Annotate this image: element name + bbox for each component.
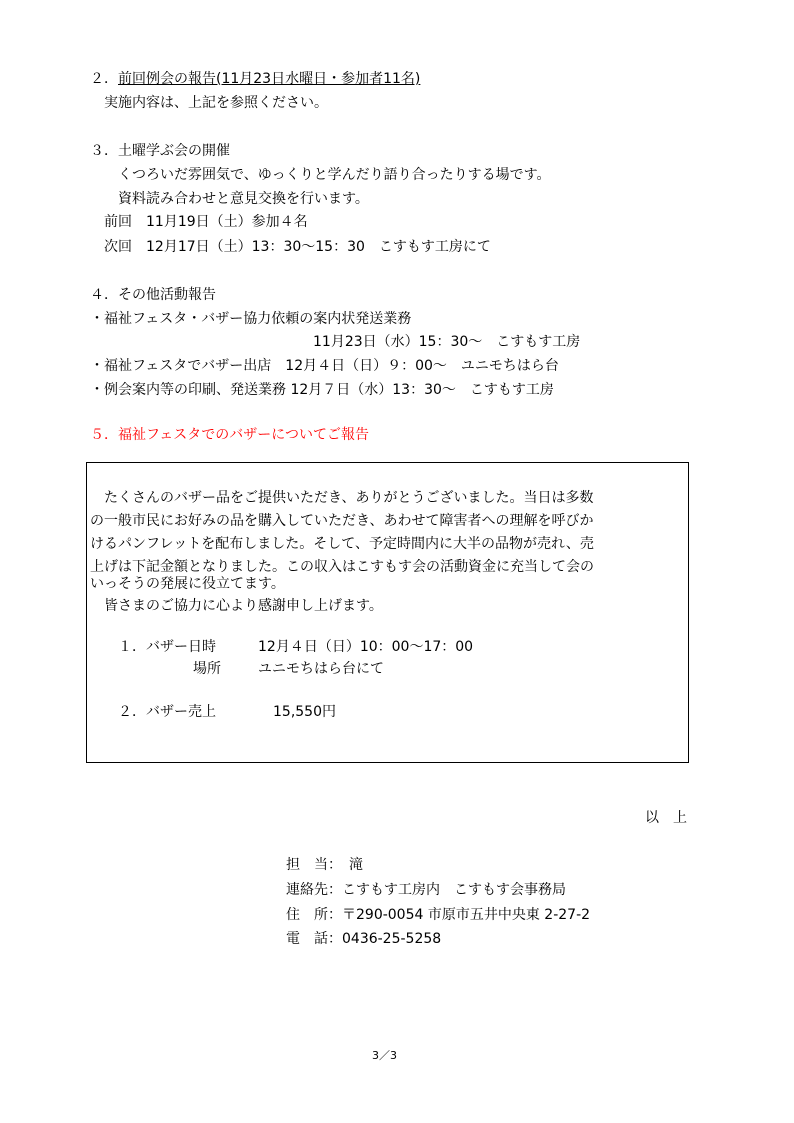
report-line-2: の一般市民にお好みの品を購入していただき、あわせて障害者への理解を呼びか <box>90 513 594 529</box>
closing-mark: 以 上 <box>645 810 687 826</box>
bazaar-place-value: ユニモちはら台にて <box>258 661 384 677</box>
section4-item-1-datetime: 11月23日（水）15：30〜 こすもす工房 <box>313 334 581 350</box>
bazaar-date-value: 12月４日（日）10：00〜17：00 <box>258 639 474 655</box>
section3-heading: ３．土曜学ぶ会の開催 <box>90 143 230 159</box>
bazaar-place-label: 場所 <box>193 661 221 677</box>
bazaar-sales-label: ２．バザー売上 <box>118 704 216 720</box>
section2-number: ２． <box>90 71 118 87</box>
section3-line-1: くつろいだ雰囲気で、ゆっくりと学んだり語り合ったりする場です。 <box>118 167 551 183</box>
section4-item-3: ・例会案内等の印刷、発送業務 12月７日（水）13：30〜 こすもす工房 <box>90 382 554 398</box>
report-thanks: 皆さまのご協力に心より感謝申し上げます。 <box>104 598 383 614</box>
contact-office: 連絡先：こすもす工房内 こすもす会事務局 <box>286 882 566 898</box>
contact-phone: 電 話：0436-25-5258 <box>286 931 442 947</box>
section4-heading: ４．その他活動報告 <box>90 287 216 303</box>
contact-address: 住 所：〒290-0054 市原市五井中央東 2-27-2 <box>286 907 591 923</box>
section2-heading: 前回例会の報告 <box>118 71 216 87</box>
section3-prev: 前回 11月19日（土）参加４名 <box>104 214 308 230</box>
bazaar-sales-value: 15,550円 <box>273 704 336 720</box>
section3-line-2: 資料読み合わせと意見交換を行います。 <box>118 191 369 207</box>
report-line-5: いっそうの発展に役立てます。 <box>90 576 285 592</box>
section4-item-2: ・福祉フェスタでバザー出店 12月４日（日）９：00〜 ユニモちはら台 <box>90 358 559 374</box>
page-number: 3／3 <box>372 1049 397 1062</box>
section2-body: 実施内容は、上記を参照ください。 <box>104 95 328 111</box>
section2-detail: (11月23日水曜日・参加者11名) <box>216 71 421 87</box>
bazaar-date-label: １．バザー日時 <box>118 639 216 655</box>
section3-next: 次回 12月17日（土）13：30〜15：30 こすもす工房にて <box>104 239 491 255</box>
section4-item-1: ・福祉フェスタ・バザー協力依頼の案内状発送業務 <box>90 311 412 327</box>
report-line-3: けるパンフレットを配布しました。そして、予定時間内に大半の品物が売れ、売 <box>90 536 594 552</box>
section2-heading-line <box>90 72 420 86</box>
section5-heading: ５．福祉フェスタでのバザーについてご報告 <box>90 427 370 443</box>
report-line-4: 上げは下記金額となりました。この収入はこすもす会の活動資金に充当して会の <box>90 559 594 575</box>
report-line-1: たくさんのバザー品をご提供いただき、ありがとうございました。当日は多数 <box>104 490 594 506</box>
contact-person: 担 当： 滝 <box>286 857 363 873</box>
